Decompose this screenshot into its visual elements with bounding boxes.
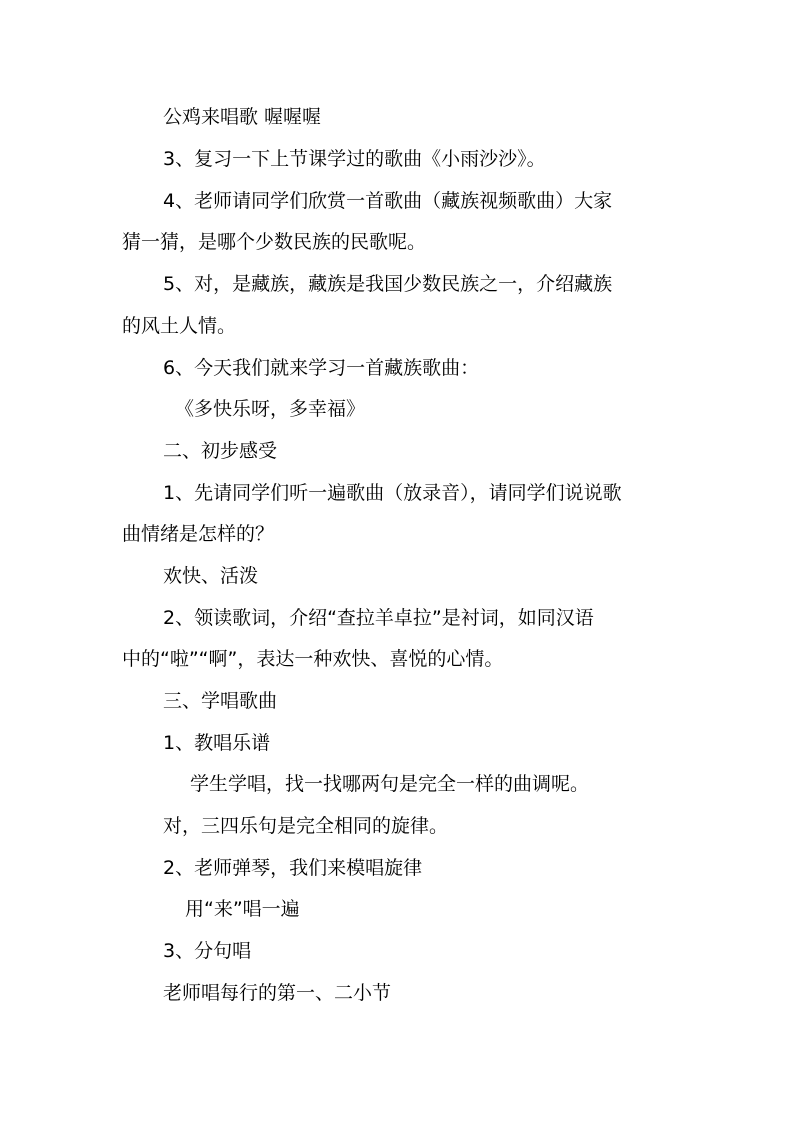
text-line: 学生学唱，找一找哪两句是完全一样的曲调呢。	[190, 773, 590, 795]
text-line: 老师唱每行的第一、二小节	[163, 982, 392, 1004]
text-line: 公鸡来唱歌 喔喔喔	[163, 106, 322, 128]
text-line: 用“来”唱一遍	[185, 898, 300, 920]
section-heading: 二、初步感受	[163, 440, 278, 462]
text-line: 《多快乐呀，多幸福》	[175, 398, 366, 420]
text-line: 猜一猜，是哪个少数民族的民歌呢。	[122, 231, 427, 253]
text-line: 中的“啦”“啊”，表达一种欢快、喜悦的心情。	[122, 648, 504, 670]
text-line: 曲情绪是怎样的？	[122, 523, 275, 545]
text-line: 3、复习一下上节课学过的歌曲《小雨沙沙》。	[163, 148, 546, 170]
text-line: 对，三四乐句是完全相同的旋律。	[163, 815, 449, 837]
text-line: 1、教唱乐谱	[163, 732, 271, 754]
text-line: 1、先请同学们听一遍歌曲（放录音），请同学们说说歌	[163, 482, 622, 504]
text-line: 4、老师请同学们欣赏一首歌曲（藏族视频歌曲）大家	[163, 190, 613, 212]
text-line: 2、老师弹琴，我们来模唱旋律	[163, 857, 423, 879]
text-line: 5、对，是藏族，藏族是我国少数民族之一，介绍藏族	[163, 273, 613, 295]
text-line: 的风土人情。	[122, 315, 237, 337]
text-line: 2、领读歌词，介绍“查拉羊卓拉”是衬词，如同汉语	[163, 607, 594, 629]
text-line: 欢快、活泼	[163, 565, 259, 587]
text-line: 3、分句唱	[163, 940, 252, 962]
text-line: 6、今天我们就来学习一首藏族歌曲：	[163, 357, 480, 379]
section-heading: 三、学唱歌曲	[163, 690, 278, 712]
